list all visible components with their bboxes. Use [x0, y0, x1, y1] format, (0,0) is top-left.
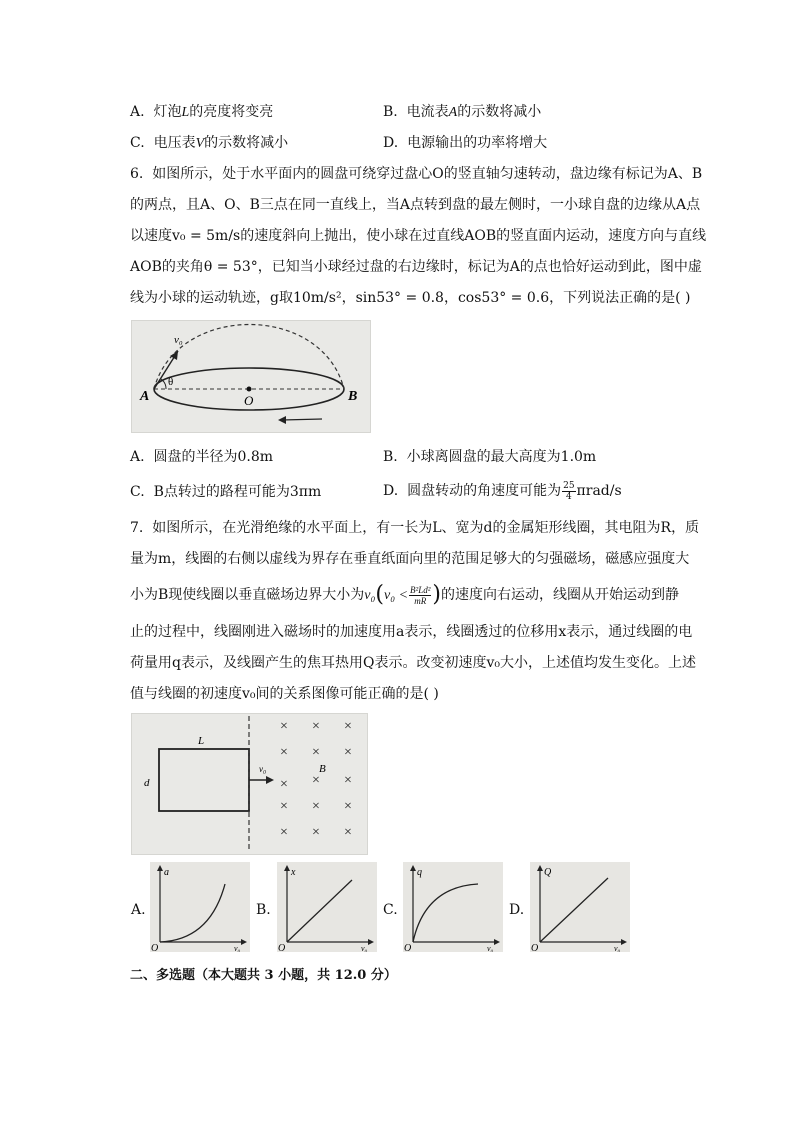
- label-d: d: [144, 777, 150, 789]
- svg-text:O: O: [404, 943, 412, 952]
- graph-c-curve: [413, 884, 478, 942]
- rotation-arrow: [282, 419, 322, 420]
- q6-number: 6.: [130, 166, 144, 182]
- field-cross: ×: [344, 745, 352, 760]
- field-cross: ×: [280, 825, 288, 840]
- svg-text:v₀: v₀: [361, 944, 368, 952]
- svg-text:v₀: v₀: [234, 944, 241, 952]
- q6-stem-line-3: 以速度v₀ = 5m/s的速度斜向上抛出，使小球在过直线AOB的竖直面内运动，速度方向与直线: [130, 228, 707, 244]
- q7-number: 7.: [130, 520, 144, 536]
- label-theta: θ: [168, 376, 174, 388]
- svg-text:v₀: v₀: [614, 944, 621, 952]
- center-dot: [247, 387, 252, 392]
- q5-option-c: C. 电压表V的示数将减小: [130, 135, 289, 151]
- q7-stem-line-4: 止的过程中，线圈刚进入磁场时的加速度用a表示，线圈透过的位移用x表示，通过线圈的电: [130, 624, 693, 640]
- q6-stem-line-1: 6. 如图所示，处于水平面内的圆盘可绕穿过盘心O的竖直轴匀速转动，盘边缘有标记为A、B: [130, 166, 703, 182]
- q5-option-b: B. 电流表A的示数将减小: [383, 104, 542, 120]
- svg-text:a: a: [164, 867, 169, 878]
- svg-text:O: O: [531, 943, 539, 952]
- graph-b-line: [287, 880, 352, 942]
- q6-option-d: D. 圆盘转动的角速度可能为 $\frac{25}{4}$ πrad/s: [383, 480, 622, 502]
- svg-text:O: O: [151, 943, 159, 952]
- label-b: B: [348, 389, 358, 404]
- field-cross: ×: [344, 799, 352, 814]
- label-v0: v₀: [174, 334, 183, 346]
- q7-stem-line-5: 荷量用q表示，及线圈产生的焦耳热用Q表示。改变初速度v₀大小，上述值均发生变化。上述: [130, 655, 696, 671]
- graph-b: [277, 862, 377, 952]
- graph-a-curve: [160, 884, 225, 942]
- q6-stem-line-5: 线为小球的运动轨迹，g取10m/s²，sin53° = 0.8，cos53° = 0.6，下列说法正确的是( ): [130, 290, 691, 306]
- svg-text:O: O: [278, 943, 286, 952]
- q6-disc-figure: [131, 320, 371, 433]
- q6-option-a: A. 圆盘的半径为0.8m: [130, 449, 274, 465]
- q7-coil-figure: [131, 713, 368, 855]
- q6-stem-line-2: 的两点，且A、O、B三点在同一直线上，当A点转到盘的最左侧时，一小球自盘的边缘从A点: [130, 197, 701, 213]
- svg-text:Q: Q: [544, 867, 552, 878]
- q6-option-b: B. 小球离圆盘的最大高度为1.0m: [383, 449, 597, 465]
- graph-d-label: D.: [509, 902, 525, 918]
- q6-option-c: C. B点转过的路程可能为3πm: [130, 484, 322, 500]
- graph-d-line: [540, 878, 608, 942]
- field-cross: ×: [312, 799, 320, 814]
- graph-c: [403, 862, 503, 952]
- label-l: L: [198, 735, 205, 747]
- section-2-heading: 二、多选题（本大题共 3 小题，共 12.0 分）: [130, 968, 397, 983]
- svg-text:q: q: [417, 867, 422, 878]
- q7-stem-line-2: 量为m，线圈的右侧以虚线为界存在垂直纸面向里的范围足够大的匀强磁场，磁感应强度大: [130, 551, 690, 567]
- field-cross: ×: [344, 719, 352, 734]
- field-cross: ×: [280, 799, 288, 814]
- svg-text:v₀: v₀: [487, 944, 494, 952]
- graph-b-label: B.: [256, 902, 271, 918]
- field-cross: ×: [312, 719, 320, 734]
- graph-d: [530, 862, 630, 952]
- field-cross: ×: [312, 825, 320, 840]
- q6-stem-line-4: AOB的夹角θ = 53°，已知当小球经过盘的右边缘时，标记为A的点也恰好运动到此，图中虚: [130, 259, 702, 275]
- q7-stem-line-1: 7. 如图所示，在光滑绝缘的水平面上，有一长为L、宽为d的金属矩形线圈，其电阻为R，质: [130, 520, 700, 536]
- field-cross: ×: [312, 773, 320, 788]
- coil-rectangle: [159, 749, 249, 811]
- q5-option-d: D. 电源输出的功率将增大: [383, 135, 548, 151]
- field-cross: ×: [312, 745, 320, 760]
- label-v0: v₀: [259, 764, 267, 774]
- magnetic-field-crosses: [280, 719, 352, 840]
- field-cross: ×: [280, 745, 288, 760]
- graph-a: [150, 862, 250, 952]
- label-o: O: [244, 393, 254, 408]
- svg-text:x: x: [291, 867, 296, 878]
- field-cross: ×: [280, 777, 288, 792]
- graph-c-label: C.: [383, 902, 398, 918]
- graph-a-label: A.: [131, 902, 146, 918]
- label-b: B: [319, 763, 326, 775]
- q7-stem-line-3: 小为B现使线圈以垂直磁场边界大小为v₀(v₀ < $\frac{\text{B²Ld²}}{mR}$ )的速度向右运动，线圈从开始运动到静: [130, 582, 680, 607]
- label-a: A: [140, 389, 150, 404]
- q5-option-a: A. 灯泡L的亮度将变亮: [130, 104, 274, 120]
- field-cross: ×: [344, 825, 352, 840]
- field-cross: ×: [280, 719, 288, 734]
- q7-stem-line-6: 值与线圈的初速度v₀间的关系图像可能正确的是( ): [130, 686, 439, 702]
- field-cross: ×: [344, 773, 352, 788]
